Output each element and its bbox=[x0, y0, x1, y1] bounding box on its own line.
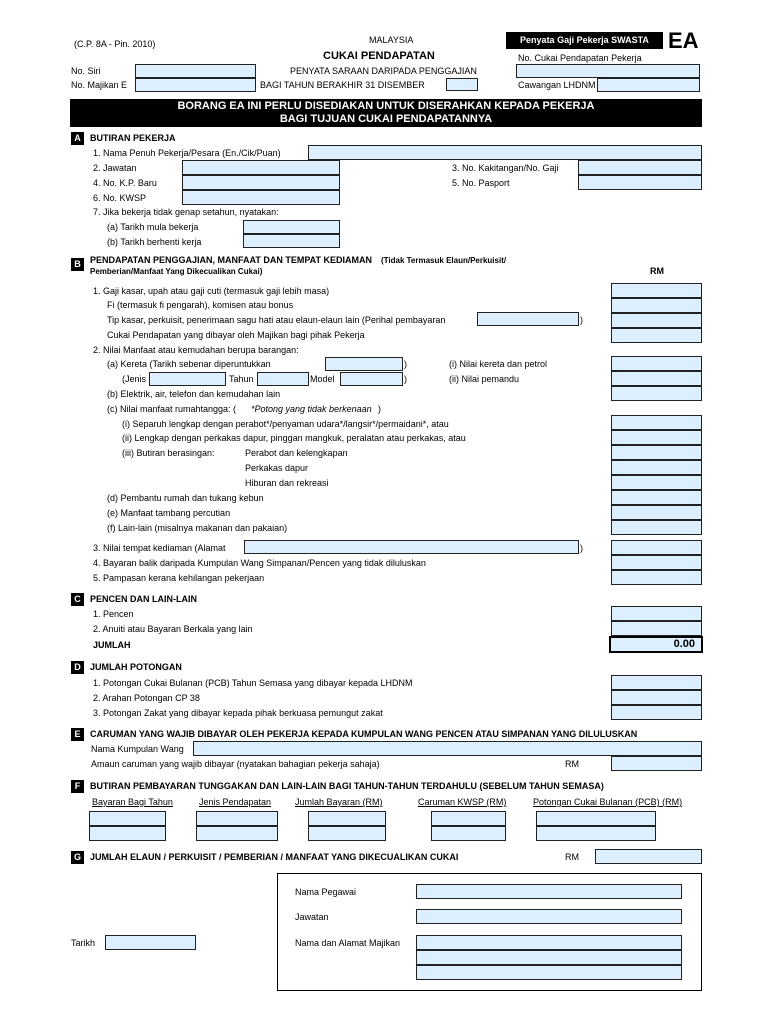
f-col-pcb: Potongan Cukai Bulanan (PCB) (RM) bbox=[533, 797, 683, 807]
rm-pencen[interactable] bbox=[611, 606, 702, 621]
f-jumlah-1[interactable] bbox=[308, 811, 386, 826]
section-b-note-2: Pemberian/Manfaat Yang Dikecualikan Cukai) bbox=[90, 267, 263, 276]
rm-separuh[interactable] bbox=[611, 415, 702, 430]
rm-cukai-majikan[interactable] bbox=[611, 328, 702, 343]
nama-alamat-label: Nama dan Alamat Majikan bbox=[295, 938, 401, 948]
section-b-note: (Tidak Termasuk Elaun/Perkuisit/ bbox=[381, 256, 507, 265]
cawangan-field[interactable] bbox=[597, 78, 700, 92]
rm-pembantu[interactable] bbox=[611, 490, 702, 505]
f-pcb-1[interactable] bbox=[536, 811, 656, 826]
rm-tip[interactable] bbox=[611, 313, 702, 328]
e-rm-label: RM bbox=[565, 759, 579, 769]
f-col-jenis: Jenis Pendapatan bbox=[199, 797, 272, 807]
b-line-1c: Tip kasar, perkuisit, penerimaan sagu hati atau elaun-elaun lain (Perihal pembayaran bbox=[107, 315, 446, 325]
rm-zakat[interactable] bbox=[611, 705, 702, 720]
f-pcb-2[interactable] bbox=[536, 826, 656, 841]
nama-label: 1. Nama Penuh Pekerja/Pesara (En./Cik/Puan) bbox=[93, 148, 281, 158]
rm-tambang[interactable] bbox=[611, 505, 702, 520]
banner-line-1: BORANG EA INI PERLU DISEDIAKAN UNTUK DISERAHKAN KEPADA PEKERJA bbox=[177, 100, 595, 112]
mula-label: (a) Tarikh mula bekerja bbox=[107, 222, 199, 232]
nilai-pemandu-label: (ii) Nilai pemandu bbox=[449, 374, 520, 384]
jumlah-total: 0.00 bbox=[609, 636, 703, 653]
alamat-field[interactable] bbox=[244, 540, 579, 554]
kwsp-field[interactable] bbox=[182, 190, 340, 205]
section-c-title: PENCEN DAN LAIN-LAIN bbox=[90, 594, 197, 604]
nama-kumpulan-field[interactable] bbox=[193, 741, 702, 756]
b-line-1b: Fi (termasuk fi pengarah), komisen atau bonus bbox=[107, 300, 294, 310]
rm-caruman[interactable] bbox=[611, 756, 702, 771]
f-col-jumlah: Jumlah Bayaran (RM) bbox=[295, 797, 383, 807]
rm-pampasan[interactable] bbox=[611, 570, 702, 585]
swasta-badge: Penyata Gaji Pekerja SWASTA bbox=[506, 32, 663, 49]
nama-pegawai-label: Nama Pegawai bbox=[295, 887, 357, 897]
form-ref: (C.P. 8A - Pin. 2010) bbox=[74, 39, 156, 49]
kakitangan-field[interactable] bbox=[578, 160, 702, 175]
f-jenis-1[interactable] bbox=[196, 811, 278, 826]
f-col-kwsp: Caruman KWSP (RM) bbox=[418, 797, 507, 807]
nama-kumpulan-label: Nama Kumpulan Wang bbox=[91, 744, 184, 754]
f-kwsp-2[interactable] bbox=[431, 826, 506, 841]
model-label: Model bbox=[310, 374, 335, 384]
section-d-title: JUMLAH POTONGAN bbox=[90, 662, 182, 672]
tahun-field[interactable] bbox=[257, 372, 309, 386]
section-a-letter: A bbox=[71, 132, 84, 145]
nama-pegawai-field[interactable] bbox=[416, 884, 682, 899]
b-line-2c-ii: (ii) Lengkap dengan perkakas dapur, pinggan mangkuk, peralatan atau perkakas, atau bbox=[122, 433, 466, 443]
b-line-1: 1. Gaji kasar, upah atau gaji cuti (termasuk gaji lebih masa) bbox=[93, 286, 330, 296]
model-field[interactable] bbox=[340, 372, 403, 386]
kwsp-label: 6. No. KWSP bbox=[93, 193, 147, 203]
b-line-2c-i: (i) Separuh lengkap dengan perabot*/penyaman udara*/langsir*/permaidani*, atau bbox=[122, 419, 449, 429]
jenis-field[interactable] bbox=[149, 372, 226, 386]
pasport-field[interactable] bbox=[578, 175, 702, 190]
section-b-letter: B bbox=[71, 258, 84, 271]
rm-lain[interactable] bbox=[611, 520, 702, 535]
berhenti-label: (b) Tarikh berhenti kerja bbox=[107, 237, 202, 247]
tahun-label: Tahun bbox=[229, 374, 254, 384]
section-d-letter: D bbox=[71, 661, 84, 674]
no-majikan-field[interactable] bbox=[135, 78, 256, 92]
b-line-2a: (a) Kereta (Tarikh sebenar diperuntukkan bbox=[107, 359, 271, 369]
perihal-field[interactable] bbox=[477, 312, 579, 326]
section-b-title: PENDAPATAN PENGGAJIAN, MANFAAT DAN TEMPAT KEDIAMAN bbox=[90, 255, 372, 265]
nilai-kereta-label: (i) Nilai kereta dan petrol bbox=[449, 359, 548, 369]
d-line-2: 2. Arahan Potongan CP 38 bbox=[93, 693, 200, 703]
f-tahun-1[interactable] bbox=[89, 811, 166, 826]
d-line-3: 3. Potongan Zakat yang dibayar kepada pihak berkuasa pemungut zakat bbox=[93, 708, 383, 718]
b-line-2c-iii: (iii) Butiran berasingan: bbox=[122, 448, 215, 458]
rm-header: RM bbox=[650, 266, 664, 276]
rm-hiburan[interactable] bbox=[611, 475, 702, 490]
notice-banner bbox=[70, 99, 702, 127]
kakitangan-label: 3. No. Kakitangan/No. Gaji bbox=[452, 163, 559, 173]
cawangan-label: Cawangan LHDNM bbox=[518, 80, 596, 90]
jenis-label: (Jenis bbox=[122, 374, 147, 384]
tarikh-kereta-field[interactable] bbox=[325, 357, 403, 371]
no-majikan-label: No. Majikan E bbox=[71, 80, 128, 90]
section-e-title: CARUMAN YANG WAJIB DIBAYAR OLEH PEKERJA KEPADA KUMPULAN WANG PENCEN ATAU SIMPANAN YANG DILULUSKAN bbox=[90, 729, 638, 739]
no-cukai-label: No. Cukai Pendapatan Pekerja bbox=[518, 53, 642, 63]
jawatan-pegawai-field[interactable] bbox=[416, 909, 682, 924]
f-tahun-2[interactable] bbox=[89, 826, 166, 841]
rm-fi[interactable] bbox=[611, 298, 702, 313]
f-kwsp-1[interactable] bbox=[431, 811, 506, 826]
year-field[interactable] bbox=[446, 78, 478, 91]
rm-lengkap[interactable] bbox=[611, 430, 702, 445]
alamat-majikan-3[interactable] bbox=[416, 965, 682, 980]
alamat-majikan-2[interactable] bbox=[416, 950, 682, 965]
d-line-1: 1. Potongan Cukai Bulanan (PCB) Tahun Semasa yang dibayar kepada LHDNM bbox=[93, 678, 413, 688]
g-rm-label: RM bbox=[565, 852, 579, 862]
nama-field[interactable] bbox=[308, 145, 702, 160]
c-line-2: 2. Anuiti atau Bayaran Berkala yang lain bbox=[93, 624, 253, 634]
form-subtitle-2: BAGI TAHUN BERAKHIR 31 DISEMBER bbox=[260, 80, 425, 90]
b-line-2: 2. Nilai Manfaat atau kemudahan berupa barangan: bbox=[93, 345, 299, 355]
section-g-letter: G bbox=[71, 851, 84, 864]
form-subtitle-1: PENYATA SARAAN DARIPADA PENGGAJIAN bbox=[290, 66, 477, 76]
berhenti-field[interactable] bbox=[243, 234, 340, 248]
potong-note: *Potong yang tidak berkenaan bbox=[251, 404, 372, 414]
rm-perabot[interactable] bbox=[611, 445, 702, 460]
section-c-letter: C bbox=[71, 593, 84, 606]
kp-label: 4. No. K.P. Baru bbox=[93, 178, 157, 188]
tarikh-label: Tarikh bbox=[71, 938, 96, 948]
jika-label: 7. Jika bekerja tidak genap setahun, nyatakan: bbox=[93, 207, 279, 217]
pasport-label: 5. No. Pasport bbox=[452, 178, 510, 188]
b-line-3: 3. Nilai tempat kediaman (Alamat bbox=[93, 543, 226, 553]
rm-anuiti[interactable] bbox=[611, 621, 702, 636]
section-f-title: BUTIRAN PEMBAYARAN TUNGGAKAN DAN LAIN-LAIN BAGI TAHUN-TAHUN TERDAHULU (SEBELUM TAHUN SEMASA) bbox=[90, 781, 604, 791]
hiburan-label: Hiburan dan rekreasi bbox=[245, 478, 329, 488]
rm-bayaran-balik[interactable] bbox=[611, 555, 702, 570]
section-e-letter: E bbox=[71, 728, 84, 741]
jawatan-pegawai-label: Jawatan bbox=[295, 912, 329, 922]
jawatan-field[interactable] bbox=[182, 160, 340, 175]
f-jenis-2[interactable] bbox=[196, 826, 278, 841]
alamat-majikan-1[interactable] bbox=[416, 935, 682, 950]
rm-elektrik[interactable] bbox=[611, 386, 702, 401]
jumlah-label: JUMLAH bbox=[93, 640, 131, 650]
no-cukai-field[interactable] bbox=[516, 64, 700, 78]
kp-field[interactable] bbox=[182, 175, 340, 190]
tarikh-field[interactable] bbox=[105, 935, 196, 950]
dapur-label: Perkakas dapur bbox=[245, 463, 309, 473]
rm-dapur[interactable] bbox=[611, 460, 702, 475]
c-line-1: 1. Pencen bbox=[93, 609, 134, 619]
f-col-tahun: Bayaran Bagi Tahun bbox=[92, 797, 173, 807]
b-line-2f: (f) Lain-lain (misalnya makanan dan pakaian) bbox=[107, 523, 288, 533]
b-line-2d: (d) Pembantu rumah dan tukang kebun bbox=[107, 493, 264, 503]
b-line-2e: (e) Manfaat tambang percutian bbox=[107, 508, 231, 518]
rm-gaji[interactable] bbox=[611, 283, 702, 298]
rm-cp38[interactable] bbox=[611, 690, 702, 705]
rm-kediaman[interactable] bbox=[611, 540, 702, 555]
no-siri-field[interactable] bbox=[135, 64, 256, 78]
section-a-title: BUTIRAN PEKERJA bbox=[90, 133, 176, 143]
rm-pemandu[interactable] bbox=[611, 371, 702, 386]
rm-elaun-dikecualikan[interactable] bbox=[595, 849, 702, 864]
jawatan-label: 2. Jawatan bbox=[93, 163, 137, 173]
section-g-title: JUMLAH ELAUN / PERKUISIT / PEMBERIAN / MANFAAT YANG DIKECUALIKAN CUKAI bbox=[90, 852, 459, 862]
b-line-2b: (b) Elektrik, air, telefon dan kemudahan lain bbox=[107, 389, 281, 399]
b-line-1d: Cukai Pendapatan yang dibayar oleh Majikan bagi pihak Pekerja bbox=[107, 330, 365, 340]
mula-field[interactable] bbox=[243, 220, 340, 234]
b-line-4: 4. Bayaran balik daripada Kumpulan Wang Simpanan/Pencen yang tidak diluluskan bbox=[93, 558, 426, 568]
b-line-5: 5. Pampasan kerana kehilangan pekerjaan bbox=[93, 573, 265, 583]
rm-pcb[interactable] bbox=[611, 675, 702, 690]
f-jumlah-2[interactable] bbox=[308, 826, 386, 841]
banner-line-2: BAGI TUJUAN CUKAI PENDAPATANNYA bbox=[279, 113, 493, 125]
no-siri-label: No. Siri bbox=[71, 66, 101, 76]
form-title: CUKAI PENDAPATAN bbox=[323, 50, 435, 62]
section-f-letter: F bbox=[71, 780, 84, 793]
amaun-label: Amaun caruman yang wajib dibayar (nyatakan bahagian pekerja sahaja) bbox=[91, 759, 380, 769]
country-label: MALAYSIA bbox=[369, 35, 414, 45]
form-code: EA bbox=[668, 28, 699, 53]
b-line-2c: (c) Nilai manfaat rumahtangga: ( bbox=[107, 404, 237, 414]
rm-kereta[interactable] bbox=[611, 356, 702, 371]
perabot-label: Perabot dan kelengkapan bbox=[245, 448, 348, 458]
